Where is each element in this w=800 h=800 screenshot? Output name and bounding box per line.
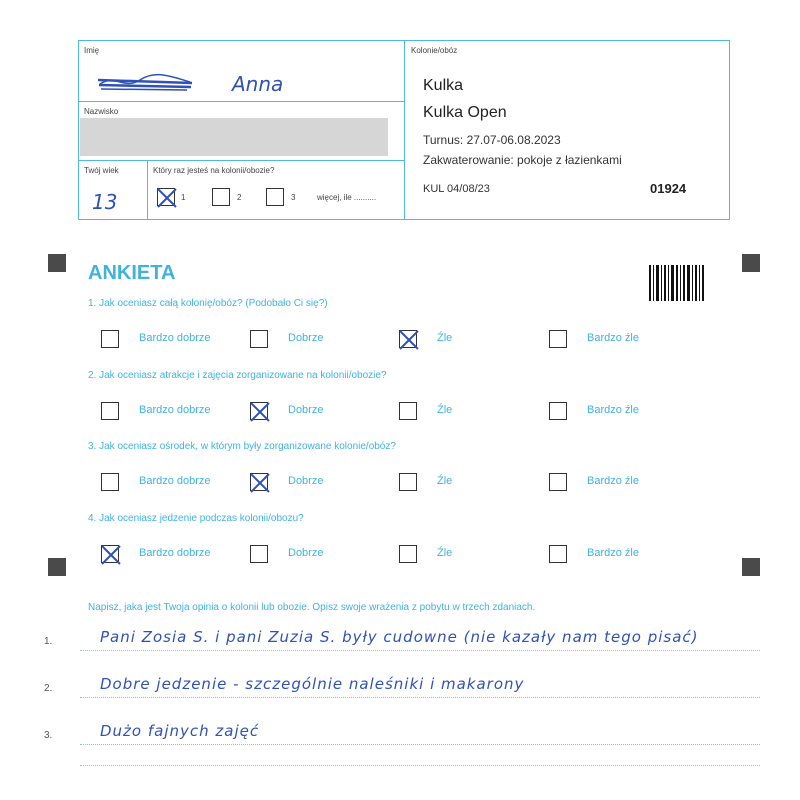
question-2-option-3: Źle bbox=[437, 404, 453, 416]
visit-option-1: 1 bbox=[181, 193, 186, 202]
zakwaterowanie: Zakwaterowanie: pokoje z łazienkami bbox=[423, 153, 622, 167]
opinion-line-number: 2. bbox=[44, 683, 53, 694]
opinion-line-2-text: Dobre jedzenie - szczególnie naleśniki i makarony bbox=[100, 675, 525, 693]
question-2-checkbox-4[interactable] bbox=[549, 402, 567, 420]
check-mark-icon bbox=[99, 543, 123, 567]
question-1-option-4: Bardzo źle bbox=[587, 332, 639, 344]
opinion-line-3-text: Dużo fajnych zajęć bbox=[100, 722, 260, 740]
question-4-checkbox-2[interactable] bbox=[250, 545, 268, 563]
question-4-text: 4. Jak oceniasz jedzenie podczas kolonii/obozu? bbox=[88, 513, 304, 524]
question-1-checkbox-1[interactable] bbox=[101, 330, 119, 348]
ktory-raz-label: Który raz jesteś na kolonii/obozie? bbox=[153, 166, 275, 175]
imie-value: Anna bbox=[232, 72, 284, 96]
visit-checkbox-2[interactable] bbox=[212, 188, 230, 206]
dotted-line bbox=[80, 697, 760, 698]
question-3-option-1: Bardzo dobrze bbox=[139, 475, 211, 487]
question-3-option-3: Źle bbox=[437, 475, 453, 487]
wiecej-label: więcej, ile .......... bbox=[317, 193, 377, 202]
question-1-checkbox-2[interactable] bbox=[250, 330, 268, 348]
question-1-text: 1. Jak oceniasz całą kolonię/obóz? (Podobało Ci się?) bbox=[88, 298, 328, 309]
dotted-line bbox=[80, 650, 760, 651]
question-4-checkbox-1[interactable] bbox=[101, 545, 119, 563]
wiek-value: 13 bbox=[92, 190, 118, 214]
dotted-line bbox=[80, 744, 760, 745]
form-code: KUL 04/08/23 bbox=[423, 183, 490, 195]
turnus: Turnus: 27.07-06.08.2023 bbox=[423, 133, 561, 147]
divider bbox=[78, 101, 405, 102]
question-4-option-2: Dobrze bbox=[288, 547, 324, 559]
question-1-checkbox-3[interactable] bbox=[399, 330, 417, 348]
question-4-option-4: Bardzo źle bbox=[587, 547, 639, 559]
crossed-out-name bbox=[95, 70, 195, 96]
check-mark-icon bbox=[397, 328, 421, 352]
question-3-option-4: Bardzo źle bbox=[587, 475, 639, 487]
question-3-checkbox-4[interactable] bbox=[549, 473, 567, 491]
question-3-checkbox-1[interactable] bbox=[101, 473, 119, 491]
camp-program: Kulka Open bbox=[423, 104, 507, 121]
question-3-checkbox-2[interactable] bbox=[250, 473, 268, 491]
registration-marker bbox=[742, 558, 760, 576]
barcode bbox=[649, 265, 704, 301]
check-mark-icon bbox=[248, 400, 272, 424]
visit-option-3: 3 bbox=[291, 193, 296, 202]
question-1-checkbox-4[interactable] bbox=[549, 330, 567, 348]
question-3-checkbox-3[interactable] bbox=[399, 473, 417, 491]
question-3-option-2: Dobrze bbox=[288, 475, 324, 487]
registration-marker bbox=[48, 254, 66, 272]
question-2-option-1: Bardzo dobrze bbox=[139, 404, 211, 416]
registration-marker bbox=[742, 254, 760, 272]
visit-option-2: 2 bbox=[237, 193, 242, 202]
registration-marker bbox=[48, 558, 66, 576]
question-2-text: 2. Jak oceniasz atrakcje i zajęcia zorganizowane na kolonii/obozie? bbox=[88, 370, 387, 381]
wiek-label: Twój wiek bbox=[84, 166, 119, 175]
dotted-line bbox=[80, 765, 760, 766]
question-1-option-2: Dobrze bbox=[288, 332, 324, 344]
visit-checkbox-3[interactable] bbox=[266, 188, 284, 206]
survey-title: ANKIETA bbox=[88, 262, 176, 284]
form-number: 01924 bbox=[650, 181, 687, 196]
kolonie-label: Kolonie/obóz bbox=[411, 46, 458, 55]
question-2-checkbox-2[interactable] bbox=[250, 402, 268, 420]
divider bbox=[78, 160, 405, 161]
nazwisko-label: Nazwisko bbox=[84, 107, 119, 116]
imie-label: Imię bbox=[84, 46, 100, 55]
check-mark-icon bbox=[248, 471, 272, 495]
question-1-option-3: Źle bbox=[437, 332, 453, 344]
question-4-checkbox-4[interactable] bbox=[549, 545, 567, 563]
opinion-line-number: 3. bbox=[44, 730, 53, 741]
camp-name: Kulka bbox=[423, 77, 464, 94]
redacted-surname bbox=[80, 118, 388, 156]
question-2-option-4: Bardzo źle bbox=[587, 404, 639, 416]
opinion-prompt: Napisz, jaka jest Twoja opinia o kolonii lub obozie. Opisz swoje wrażenia z pobytu w trzech zdaniach. bbox=[88, 602, 536, 613]
opinion-line-number: 1. bbox=[44, 636, 53, 647]
question-4-option-3: Źle bbox=[437, 547, 453, 559]
question-2-option-2: Dobrze bbox=[288, 404, 324, 416]
question-4-option-1: Bardzo dobrze bbox=[139, 547, 211, 559]
visit-checkbox-1[interactable] bbox=[157, 188, 175, 206]
question-2-checkbox-1[interactable] bbox=[101, 402, 119, 420]
opinion-line-1-text: Pani Zosia S. i pani Zuzia S. były cudowne (nie kazały nam tego pisać) bbox=[100, 628, 699, 646]
question-1-option-1: Bardzo dobrze bbox=[139, 332, 211, 344]
question-4-checkbox-3[interactable] bbox=[399, 545, 417, 563]
question-3-text: 3. Jak oceniasz ośrodek, w którym były zorganizowane kolonie/obóz? bbox=[88, 441, 396, 452]
divider bbox=[147, 160, 148, 220]
question-2-checkbox-3[interactable] bbox=[399, 402, 417, 420]
